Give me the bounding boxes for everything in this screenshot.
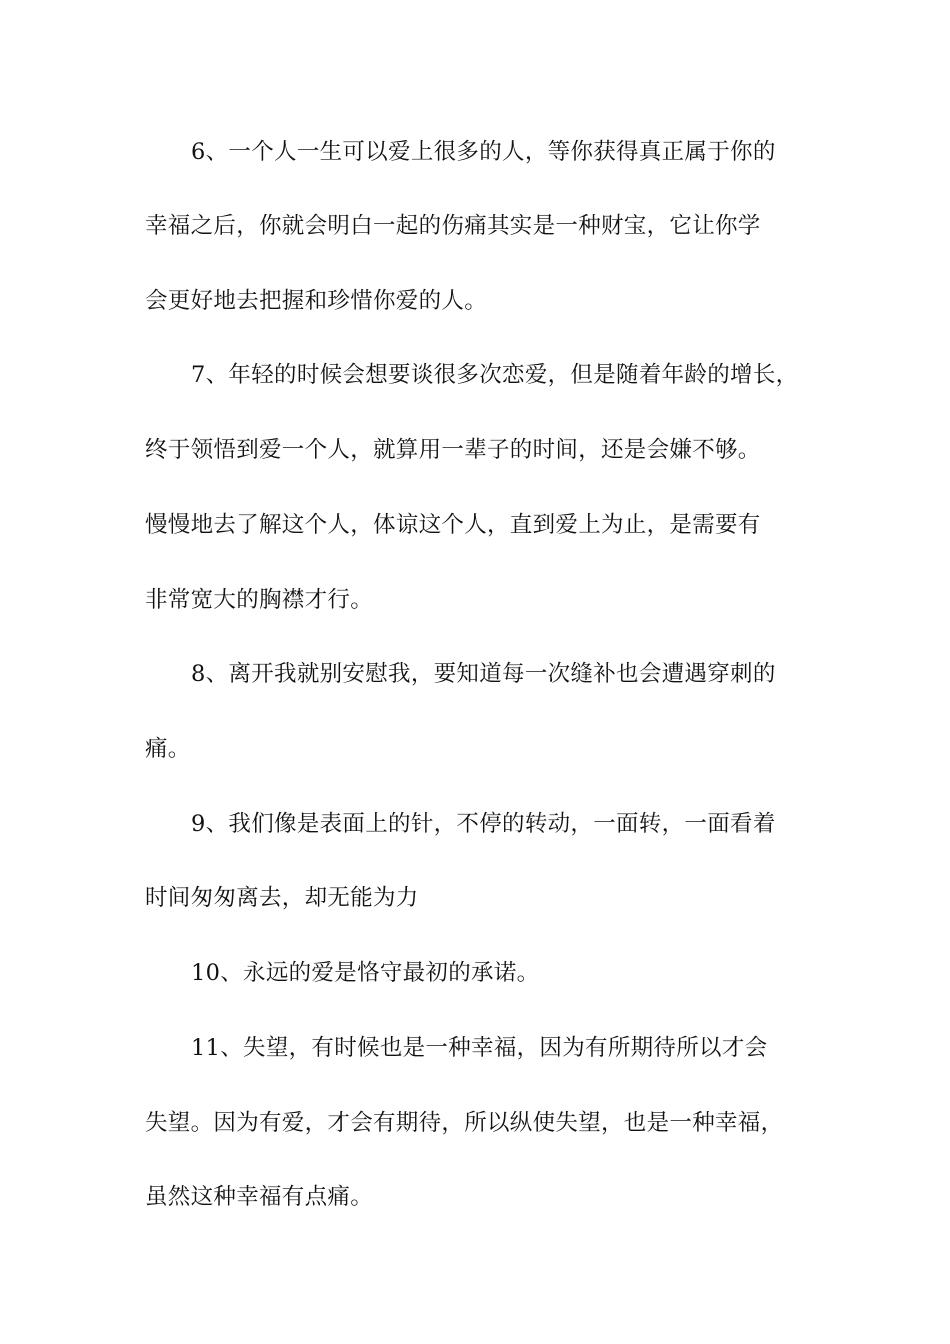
paragraph-11-line-3: 虽然这种幸福有点痛。 xyxy=(145,1184,374,1210)
paragraph-11-line-2: 失望。因为有爱，才会有期待，所以纵使失望，也是一种幸福， xyxy=(145,1110,784,1136)
paragraph-8-line-1: 8、离开我就别安慰我，要知道每一次缝补也会遭遇穿刺的 xyxy=(191,661,776,687)
paragraph-11-line-1: 11、失望，有时候也是一种幸福，因为有所期待所以才会 xyxy=(191,1035,768,1061)
paragraph-6-line-1: 6、一个人一生可以爱上很多的人，等你获得真正属于你的 xyxy=(191,139,776,165)
paragraph-7-line-4: 非常宽大的胸襟才行。 xyxy=(145,587,374,613)
paragraph-7-line-3: 慢慢地去了解这个人，体谅这个人，直到爱上为止，是需要有 xyxy=(145,512,761,538)
paragraph-10-line-1: 10、永远的爱是恪守最初的承诺。 xyxy=(191,960,540,986)
paragraph-6-line-2: 幸福之后，你就会明白一起的伤痛其实是一种财宝，它让你学 xyxy=(145,213,761,239)
paragraph-9-line-1: 9、我们像是表面上的针，不停的转动，一面转，一面看着 xyxy=(191,811,776,837)
paragraph-7-line-1: 7、年轻的时候会想要谈很多次恋爱，但是随着年龄的增长， xyxy=(191,362,799,388)
paragraph-9-line-2: 时间匆匆离去，却无能为力 xyxy=(145,885,419,911)
paragraph-6-line-3: 会更好地去把握和珍惜你爱的人。 xyxy=(145,288,488,314)
paragraph-7-line-2: 终于领悟到爱一个人，就算用一辈子的时间，还是会嫌不够。 xyxy=(145,437,761,463)
paragraph-8-line-2: 痛。 xyxy=(145,736,191,762)
